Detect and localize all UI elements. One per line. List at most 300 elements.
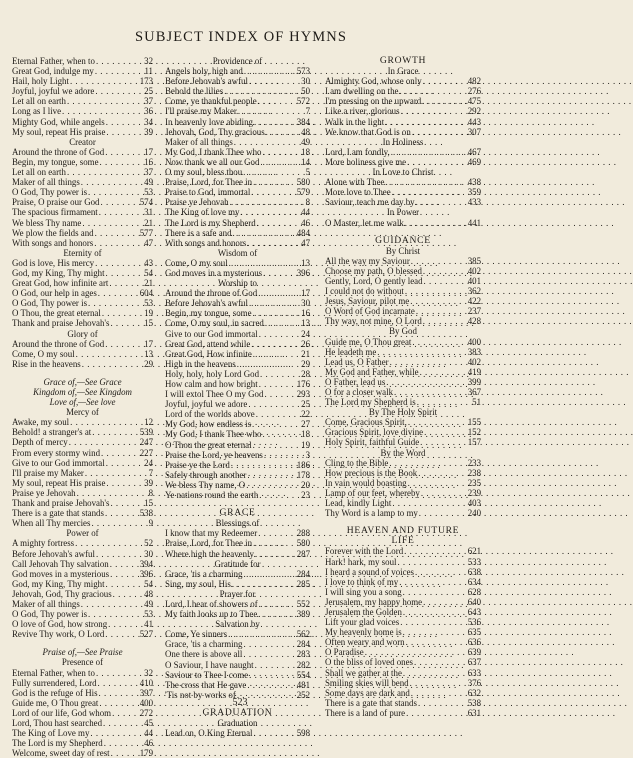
hymn-title: I heard a sound of voices [325, 566, 414, 577]
hymn-number: 49 [301, 136, 310, 147]
hymn-title: Walk in the light [325, 116, 385, 127]
leader-dots [238, 106, 294, 116]
hymn-entry [165, 96, 310, 106]
hymn-number: 5 [305, 167, 310, 178]
hymn-entry [325, 668, 481, 678]
hymn-number: 8 [305, 197, 310, 208]
hymn-number: 17 [144, 338, 153, 349]
cross-reference: Love of,—See love [49, 397, 116, 408]
hymn-title: God moves in a mysterious [165, 267, 263, 278]
hymn-entry [325, 627, 481, 637]
hymn-number: 428 [467, 316, 481, 327]
hymn-number: 11 [144, 66, 153, 77]
leader-dots [407, 157, 465, 167]
leader-dots [252, 419, 294, 429]
hymn-number: 538 [467, 697, 481, 708]
hymn-number: 32 [144, 667, 153, 678]
hymn-entry [12, 708, 153, 718]
leader-dots [258, 528, 294, 538]
leader-dots [62, 106, 137, 116]
subheading: In Love to Christ [372, 167, 434, 178]
hymn-title: More love to Thee [325, 187, 391, 198]
hymn-number: 579 [296, 187, 310, 198]
hymn-title: O Master, let me walk [325, 217, 404, 228]
leader-dots [106, 127, 137, 137]
leader-dots [259, 329, 294, 339]
hymn-entry [325, 546, 481, 556]
hymn-title: Behold the lilies [165, 86, 224, 97]
hymn-entry [325, 577, 481, 587]
hymn-entry [12, 569, 153, 579]
hymn-title: We know that God is on [325, 126, 411, 137]
hymn-title: O God, Thy power is [12, 187, 88, 198]
hymn-title: O my soul, bless thou [165, 167, 243, 178]
hymn-number: 21 [144, 278, 153, 289]
hymn-entry [325, 286, 481, 296]
leader-dots [95, 228, 137, 238]
hymn-number: 403 [467, 498, 481, 509]
leader-dots [88, 298, 137, 308]
hymn-title: I'll praise my Maker [165, 106, 237, 117]
hymn-title: A mighty fortress [12, 538, 75, 549]
hymn-title: In heavenly love abiding [165, 116, 253, 127]
subheading: In Holiness [382, 136, 424, 147]
hymn-entry [325, 557, 481, 567]
hymn-title: Alone with Thee [325, 177, 385, 188]
hymn-title: Like a river, glorious [325, 106, 400, 117]
leader-dots [243, 167, 294, 177]
hymn-number: 577 [139, 227, 153, 238]
leader-dots [244, 66, 294, 76]
hymn-title: Hail, holy Light [12, 76, 69, 87]
leader-dots [106, 458, 137, 468]
leader-dots [234, 137, 294, 147]
hymn-entry [12, 167, 153, 177]
hymn-entry [325, 337, 481, 347]
hymn-title: 'Tis not by works of [165, 689, 236, 700]
hymn-title: There is a safe and [165, 227, 232, 238]
hymn-entry [325, 296, 481, 306]
hymn-title: I'm pressing on the upward [325, 96, 422, 107]
hymn-title: Around the throne of God [12, 338, 105, 349]
hymn-entry [12, 437, 153, 447]
leader-dots [231, 460, 294, 470]
hymn-number: 39 [144, 126, 153, 137]
leader-dots [229, 258, 294, 268]
hymn-number: 16 [144, 156, 153, 167]
hymn-number: 400 [139, 697, 153, 708]
hymn-number: 41 [144, 619, 153, 630]
leader-dots [230, 197, 294, 207]
hymn-title: Cling to the Bible [325, 457, 389, 468]
hymn-entry [325, 377, 481, 387]
hymn-entry [12, 238, 153, 248]
leader-dots [259, 599, 294, 609]
hymn-entry [12, 207, 153, 217]
hymn-title: Eternal Father, when to [12, 667, 95, 678]
hymn-title: The spacious firmament [12, 207, 98, 218]
hymn-number: 49 [144, 177, 153, 188]
section-heading: LIFE [391, 535, 415, 547]
hymn-number: 7 [305, 106, 310, 117]
hymn-entry [12, 427, 153, 437]
hymn-number: 54 [144, 267, 153, 278]
hymn-entry [165, 480, 310, 490]
hymn-number: 47 [301, 237, 310, 248]
hymn-entry [12, 298, 153, 308]
leader-dots [75, 538, 137, 548]
hymn-entry [325, 678, 481, 688]
hymn-entry [325, 86, 481, 96]
hymn-title: Lord of our life, God whom [12, 707, 112, 718]
hymn-entry [165, 147, 310, 157]
subheading: In Power [386, 207, 420, 218]
leader-dots [246, 480, 294, 490]
leader-dots [255, 660, 294, 670]
hymn-entry [325, 498, 481, 508]
hymn-title: My faith looks up to Thee [165, 609, 258, 620]
hymn-title: Come, O my soul [165, 257, 228, 268]
hymn-title: Some days are dark and [325, 687, 410, 698]
subheading: Power of [66, 528, 99, 539]
hymn-number: 385 [467, 255, 481, 266]
hymn-title: Lead us, O Father [325, 356, 389, 367]
hymn-number: 643 [467, 606, 481, 617]
hymn-title: Before Jehovah's awful [165, 76, 248, 87]
leader-dots [98, 288, 137, 298]
hymn-entry [165, 569, 310, 579]
index-columns [12, 55, 481, 758]
hymn-title: Thank and praise Jehovah's [12, 318, 110, 329]
leader-dots [253, 308, 294, 318]
hymn-title: My God, how endless is [165, 419, 252, 430]
hymn-title: Angels holy, high and [165, 66, 243, 77]
hymn-title: Come, O my soul [12, 348, 75, 359]
subheading: Creator [69, 136, 96, 147]
leader-dots [423, 597, 465, 607]
hymn-title: Around the throne of God [12, 146, 105, 157]
hymn-number: 287 [296, 548, 310, 559]
leader-dots [258, 288, 294, 298]
hymn-entry [165, 429, 310, 439]
hymn-entry [325, 607, 481, 617]
hymn-title: Joyful, joyful we adore [165, 399, 248, 410]
leader-dots [392, 187, 465, 197]
hymn-entry [165, 76, 310, 86]
hymn-title: O Paradise [325, 647, 364, 658]
hymn-number: 53 [144, 298, 153, 309]
hymn-number: 467 [467, 146, 481, 157]
hymn-title: I could not do without [325, 286, 404, 297]
hymn-title: Thank and praise Jehovah's [12, 498, 110, 509]
hymn-number: 28 [301, 368, 310, 379]
leader-dots [85, 468, 137, 478]
leader-dots [264, 389, 294, 399]
leader-dots [67, 167, 137, 177]
leader-dots [110, 498, 137, 508]
hymn-number: 252 [296, 689, 310, 700]
hymn-title: Smiling skies will bend [325, 677, 409, 688]
hymn-title: Gently, Lord, O gently lead [325, 275, 423, 286]
hymn-entry [165, 389, 310, 399]
hymn-title: Saviour to Thee I come [165, 669, 249, 680]
hymn-title: Let all on earth [12, 167, 66, 178]
hymn-entry [165, 157, 310, 167]
hymn-number: 376 [467, 677, 481, 688]
hymn-entry [12, 228, 153, 238]
hymn-number: 155 [467, 417, 481, 428]
hymn-title: Now thank we all our God [165, 156, 260, 167]
hymn-title: There is a land of pure [325, 707, 406, 718]
hymn-entry [325, 266, 481, 276]
leader-dots [259, 490, 294, 500]
hymn-number: 43 [144, 257, 153, 268]
index-column-2 [165, 56, 310, 758]
leader-dots [106, 268, 137, 278]
hymn-entry [165, 308, 310, 318]
hymn-number: 533 [467, 556, 481, 567]
hymn-number: 19 [144, 308, 153, 319]
hymn-entry [325, 96, 481, 106]
hymn-number: 15 [144, 318, 153, 329]
section-heading: GRADUATION [202, 706, 273, 718]
hymn-entry [12, 177, 153, 187]
leader-dots [233, 228, 294, 238]
leader-dots [404, 546, 465, 556]
hymn-title: Jehovah, God, Thy gracious [12, 588, 112, 599]
hymn-title: Guide me, O Thou great [12, 697, 99, 708]
hymn-title: Come, O my soul, in sacred [165, 318, 264, 329]
hymn-title: Praise, O praise our God [12, 197, 100, 208]
leader-dots [385, 177, 465, 187]
hymn-number: 30 [144, 548, 153, 559]
hymn-number: 186 [296, 459, 310, 470]
hymn-title: Praise, Lord, for Thee in [165, 177, 253, 188]
hymn-number: 21 [301, 348, 310, 359]
hymn-entry [325, 657, 481, 667]
hymn-entry [12, 268, 153, 278]
leader-dots [110, 559, 137, 569]
hymn-title: Mighty God, while angels [12, 116, 105, 127]
hymn-number: 527 [139, 629, 153, 640]
hymn-title: Sing, my soul, His [165, 578, 231, 589]
hymn-entry [165, 268, 310, 278]
page-number: 523 [232, 697, 248, 708]
hymn-title: Eternal Father, when to [12, 56, 95, 66]
hymn-number: 554 [296, 669, 310, 680]
hymn-title: Maker of all things [12, 177, 80, 188]
hymn-number: 13 [144, 348, 153, 359]
leader-dots [406, 637, 465, 647]
hymn-title: O Thou the great eternal [165, 439, 252, 450]
cross-reference: Praise of,—See Praise [42, 647, 123, 658]
hymn-entry [165, 599, 310, 609]
hymn-title: We bless Thy name [12, 217, 82, 228]
hymn-title: High in the heavens [165, 358, 236, 369]
leader-dots [91, 518, 137, 528]
hymn-number: 31 [144, 207, 153, 218]
hymn-title: Around the throne of God [165, 288, 258, 299]
leader-dots [228, 629, 294, 639]
leader-dots [96, 668, 137, 678]
leader-dots [390, 357, 465, 367]
hymn-title: Behold! a stranger's at [12, 427, 92, 438]
leader-dots [412, 127, 465, 137]
leader-dots [67, 96, 137, 106]
hymn-entry [325, 567, 481, 577]
leader-dots [417, 397, 465, 407]
hymn-entry [12, 187, 153, 197]
hymn-entry [12, 278, 153, 288]
leader-dots [262, 429, 294, 439]
hymn-number: 46 [144, 738, 153, 749]
hymn-number: 384 [296, 116, 310, 127]
hymn-entry [12, 339, 153, 349]
leader-dots [253, 440, 294, 450]
leader-dots [423, 316, 465, 326]
hymn-title: Before Jehovah's awful [12, 548, 95, 559]
leader-dots [419, 508, 465, 518]
hymn-entry [165, 649, 310, 659]
hymn-number: 394 [139, 558, 153, 569]
hymn-number: 17 [144, 146, 153, 157]
hymn-title: God moves in a mysterious [12, 568, 110, 579]
hymn-number: 247 [139, 437, 153, 448]
hymn-number: 573 [296, 66, 310, 77]
hymn-number: 18 [301, 429, 310, 440]
hymn-number: 237 [467, 306, 481, 317]
hymn-entry [12, 157, 153, 167]
leader-dots [424, 427, 465, 437]
hymn-entry [165, 187, 310, 197]
hymn-number: 638 [467, 566, 481, 577]
hymn-number: 27 [301, 419, 310, 430]
hymn-number: 238 [467, 467, 481, 478]
hymn-entry [165, 440, 310, 450]
leader-dots [105, 508, 137, 518]
hymn-number: 631 [467, 707, 481, 718]
hymn-number: 45 [144, 718, 153, 728]
leader-dots [249, 670, 294, 680]
leader-dots [98, 678, 137, 688]
hymn-title: The Lord is my Shepherd [165, 217, 256, 228]
hymn-title: Great God, How infinite [165, 348, 252, 359]
hymn-number: 628 [467, 586, 481, 597]
leader-dots [254, 728, 295, 738]
leader-dots [365, 647, 465, 657]
hymn-entry [165, 127, 310, 137]
hymn-entry [325, 468, 481, 478]
leader-dots [88, 609, 137, 619]
hymn-number: 410 [139, 677, 153, 688]
hymn-entry [12, 197, 153, 207]
hymn-number: 636 [467, 637, 481, 648]
hymn-number: 307 [467, 126, 481, 137]
hymn-title: O Word of God incarnate [325, 306, 415, 317]
hymn-entry [165, 359, 310, 369]
hymn-title: The cross that He gave [165, 679, 247, 690]
hymn-entry [325, 488, 481, 498]
hymn-entry [12, 738, 153, 748]
hymn-number: 396 [296, 267, 310, 278]
hymn-number: 3 [305, 449, 310, 460]
hymn-entry [325, 397, 481, 407]
leader-dots [92, 427, 137, 437]
hymn-number: 37 [144, 96, 153, 107]
hymn-title: Give to our God immortal [12, 457, 105, 468]
hymn-number: 26 [301, 338, 310, 349]
hymn-entry [12, 668, 153, 678]
hymn-title: Maker of all things [165, 136, 233, 147]
hymn-number: 178 [296, 469, 310, 480]
hymn-entry [12, 66, 153, 76]
hymn-number: 240 [467, 508, 481, 519]
hymn-entry [165, 680, 310, 690]
hymn-title: Lamp of our feet, whereby [325, 487, 420, 498]
hymn-entry [12, 468, 153, 478]
hymn-entry [165, 339, 310, 349]
hymn-number: 552 [296, 598, 310, 609]
hymn-number: 293 [296, 389, 310, 400]
leader-dots [403, 627, 465, 637]
subheading: Prayer for [219, 588, 256, 599]
leader-dots [266, 127, 294, 137]
hymn-number: 539 [139, 427, 153, 438]
hymn-title: Lord, Thou hast searched [12, 718, 103, 728]
hymn-title: How calm and how bright [165, 379, 258, 389]
hymn-number: 152 [467, 427, 481, 438]
hymn-number: 637 [467, 657, 481, 668]
hymn-number: 9 [148, 518, 153, 529]
leader-dots [251, 187, 294, 197]
leader-dots [400, 617, 465, 627]
hymn-number: 604 [139, 288, 153, 299]
hymn-entry [325, 127, 481, 137]
hymn-entry [165, 460, 310, 470]
hymn-title: Gracious Spirit, love divine [325, 427, 424, 438]
leader-dots [109, 278, 137, 288]
hymn-title: There is a gate that stands [12, 508, 104, 519]
hymn-number: 17 [301, 288, 310, 299]
hymn-title: When all Thy mercies [12, 518, 91, 529]
leader-dots [70, 76, 137, 86]
hymn-number: 562 [296, 629, 310, 640]
hymn-entry [12, 458, 153, 468]
hymn-title: Praise to God, immortal [165, 187, 251, 198]
hymn-entry [165, 639, 310, 649]
hymn-title: I'll praise my Maker [12, 467, 84, 478]
hymn-title: My God and Father, while [325, 366, 419, 377]
leader-dots [414, 657, 465, 667]
hymn-number: 53 [144, 187, 153, 198]
hymn-entry [165, 86, 310, 96]
hymn-title: O God, Thy power is [12, 609, 88, 620]
hymn-entry [165, 298, 310, 308]
leader-dots [423, 76, 465, 86]
hymn-number: 179 [139, 748, 153, 758]
hymn-number: 284 [296, 568, 310, 579]
leader-dots [403, 587, 465, 597]
hymn-entry [325, 647, 481, 657]
hymn-number: 7 [148, 467, 153, 478]
hymn-number: 24 [144, 457, 153, 468]
hymn-number: 632 [467, 687, 481, 698]
hymn-number: 20 [301, 479, 310, 490]
hymn-number: 284 [296, 639, 310, 650]
hymn-title: O for a closer walk [325, 387, 394, 397]
hymn-title: All the way my Saviour [325, 255, 410, 266]
leader-dots [258, 96, 294, 106]
